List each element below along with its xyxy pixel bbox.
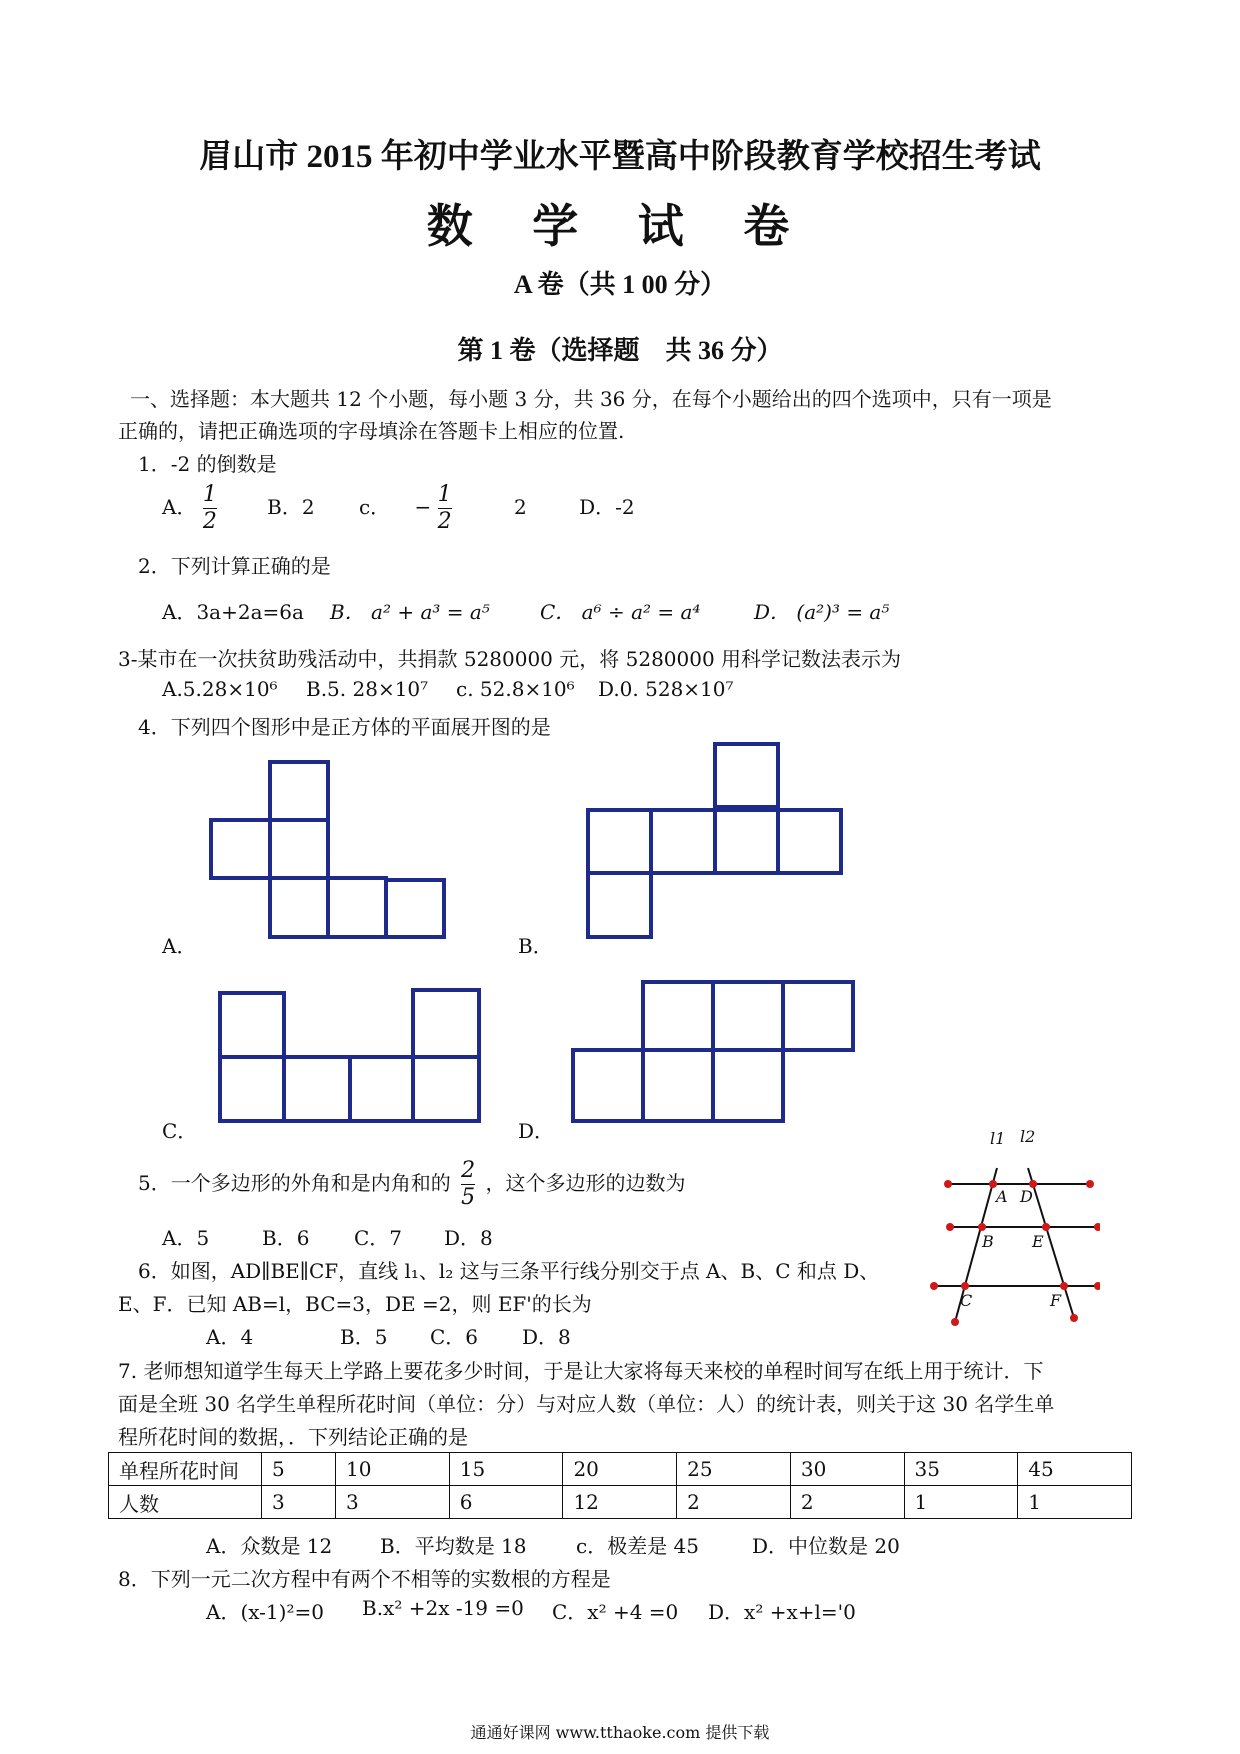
table-cell: 2 xyxy=(790,1486,904,1519)
label-d: D xyxy=(1020,1187,1033,1206)
point-left-ad xyxy=(944,1180,952,1188)
q2-option-c: C． a⁶ ÷ a² = a⁴ xyxy=(540,600,701,624)
point-l2-end xyxy=(1070,1314,1078,1322)
q5-stem-pre: 5．一个多边形的外角和是内角和的 xyxy=(138,1171,451,1195)
q4-label-d: D． xyxy=(518,1119,555,1143)
q1-c-sign: − xyxy=(414,495,432,519)
point-right-cf xyxy=(1094,1282,1100,1290)
point-l1-end xyxy=(951,1318,959,1326)
table-cell: 45 xyxy=(1018,1453,1132,1486)
label-f: F xyxy=(1050,1291,1062,1310)
q7-statistics-table xyxy=(108,1452,1132,1519)
table-cell: 3 xyxy=(336,1486,450,1519)
point-left-cf xyxy=(930,1282,938,1290)
label-c: C xyxy=(960,1291,973,1310)
point-right-ad xyxy=(1086,1180,1094,1188)
q2-stem: 2．下列计算正确的是 xyxy=(138,554,331,578)
table-cell: 3 xyxy=(262,1486,336,1519)
q3-option-b: B.5. 28×10⁷ xyxy=(306,677,429,701)
label-e: E xyxy=(1032,1232,1044,1251)
table-cell: 12 xyxy=(563,1486,677,1519)
table-cell: 15 xyxy=(449,1453,563,1486)
point-left-be xyxy=(946,1223,954,1231)
q5-option-c: C．7 xyxy=(354,1226,403,1250)
q7-option-a: A．众数是 12 xyxy=(206,1534,333,1558)
cube-net-a xyxy=(211,762,444,937)
q4-label-a: A． xyxy=(162,934,197,958)
q8-option-a: A．(x-1)²=0 xyxy=(206,1600,324,1624)
q4-label-c: C． xyxy=(162,1119,198,1143)
q1-extra: 2 xyxy=(514,495,527,519)
q8-option-c: C．x² +4 =0 xyxy=(552,1600,679,1624)
table-cell: 人数 xyxy=(109,1486,262,1519)
label-a: A xyxy=(996,1187,1008,1206)
exam-title-line1: 眉山市 2015 年初中学业水平暨高中阶段教育学校招生考试 xyxy=(199,139,1041,175)
point-f xyxy=(1060,1282,1068,1290)
q1-c-denominator: 2 xyxy=(437,509,452,534)
table-cell: 30 xyxy=(790,1453,904,1486)
q7-option-b: B．平均数是 18 xyxy=(380,1534,527,1558)
q4-stem: 4．下列四个图形中是正方体的平面展开图的是 xyxy=(138,715,551,739)
q5-denominator: 5 xyxy=(461,1185,476,1210)
label-b: B xyxy=(982,1232,994,1251)
q2-option-a: A．3a+2a=6a xyxy=(162,600,304,624)
q3-stem: 3-某市在一次扶贫助残活动中，共捐款 5280000 元，将 5280000 用科学记数法表示为 xyxy=(118,647,902,671)
q8-stem: 8．下列一元二次方程中有两个不相等的实数根的方程是 xyxy=(118,1567,611,1591)
label-l2: l2 xyxy=(1020,1128,1036,1146)
q2-option-b: B． a² + a³ = a⁵ xyxy=(330,600,490,624)
point-right-be xyxy=(1094,1223,1100,1231)
table-cell: 单程所花时间 xyxy=(109,1453,262,1486)
q2-option-d: D． (a²)³ = a⁵ xyxy=(754,600,890,624)
table-cell: 20 xyxy=(563,1453,677,1486)
table-cell: 1 xyxy=(904,1486,1018,1519)
point-e xyxy=(1042,1223,1050,1231)
q7-line-3: 程所花时间的数据，．下列结论正确的是 xyxy=(118,1425,468,1449)
q6-line-1: 6．如图，AD∥BE∥CF，直线 l₁、l₂ 这与三条平行线分别交于点 A、B、C 和点 D、 xyxy=(138,1259,880,1283)
q7-line-1: 7. 老师想知道学生每天上学路上要花多少时间，于是让大家将每天来校的单程时间写在纸上用于统计．下 xyxy=(118,1359,1044,1383)
table-cell: 5 xyxy=(262,1453,336,1486)
q1-option-d: D．-2 xyxy=(579,495,635,519)
cube-net-b xyxy=(588,744,841,937)
exam-part-1: 第 1 卷（选择题 共 36 分） xyxy=(457,336,783,365)
point-c xyxy=(961,1282,969,1290)
exam-title-line2: 数 学 试 卷 xyxy=(426,201,814,252)
q1-option-b: B．2 xyxy=(267,495,315,519)
footer-source: 通通好课网 www.tthaoke.com 提供下载 xyxy=(470,1723,770,1742)
q7-option-c: c．极差是 45 xyxy=(576,1534,700,1558)
q6-option-b: B．5 xyxy=(340,1325,388,1349)
q6-option-c: C．6 xyxy=(430,1325,479,1349)
q8-option-b: B.x² +2x -19 =0 xyxy=(362,1596,524,1620)
q7-option-d: D．中位数是 20 xyxy=(752,1534,900,1558)
table-cell: 25 xyxy=(677,1453,791,1486)
q6-parallel-lines-figure xyxy=(920,1128,1100,1338)
intro-line-2: 正确的，请把正确选项的字母填涂在答题卡上相应的位置. xyxy=(118,419,625,443)
q1-a-denominator: 2 xyxy=(202,509,217,534)
q8-option-d: D．x² +x+l='0 xyxy=(708,1600,856,1624)
q1-option-a-label: A． xyxy=(162,495,197,519)
q5-numerator: 2 xyxy=(461,1158,476,1183)
exam-section-a: A 卷（共 1 00 分） xyxy=(513,270,727,299)
q5-stem xyxy=(138,1158,685,1211)
table-cell: 1 xyxy=(1018,1486,1132,1519)
label-l1: l1 xyxy=(990,1129,1006,1148)
q5-option-b: B．6 xyxy=(262,1226,310,1250)
q5-stem-post: ，这个多边形的边数为 xyxy=(485,1171,686,1195)
point-b xyxy=(978,1223,986,1231)
q6-option-d: D．8 xyxy=(522,1325,571,1349)
q7-line-2: 面是全班 30 名学生单程所花时间（单位：分）与对应人数（单位：人）的统计表，则关于这 30 名学生单 xyxy=(118,1392,1055,1416)
table-row-count xyxy=(109,1486,1132,1519)
cube-net-c xyxy=(220,990,479,1121)
q3-option-d: D.0. 528×10⁷ xyxy=(598,677,734,701)
table-cell: 6 xyxy=(449,1486,563,1519)
table-cell: 2 xyxy=(677,1486,791,1519)
q5-option-d: D．8 xyxy=(444,1226,493,1250)
q6-option-a: A．4 xyxy=(206,1325,254,1349)
q6-line-2: E、F．已知 AB=l，BC=3，DE =2，则 EF'的长为 xyxy=(118,1292,592,1316)
q5-fraction xyxy=(461,1158,475,1211)
intro-line-1: 一、选择题：本大题共 12 个小题，每小题 3 分，共 36 分，在每个小题给出的四个选项中，只有一项是 xyxy=(130,387,1052,411)
q4-label-b: B． xyxy=(518,934,553,958)
cube-net-d xyxy=(573,982,853,1121)
table-cell: 35 xyxy=(904,1453,1018,1486)
q1-option-c-label: c． xyxy=(358,495,391,519)
q3-option-a: A.5.28×10⁶ xyxy=(162,677,278,701)
q1-stem: 1．-2 的倒数是 xyxy=(138,452,277,476)
table-cell: 10 xyxy=(336,1453,450,1486)
q3-option-c: c. 52.8×10⁶ xyxy=(456,677,575,701)
table-row-time xyxy=(109,1453,1132,1486)
q1-c-numerator: 1 xyxy=(437,482,452,507)
q1-a-numerator: 1 xyxy=(202,482,217,507)
q5-option-a: A．5 xyxy=(162,1226,210,1250)
